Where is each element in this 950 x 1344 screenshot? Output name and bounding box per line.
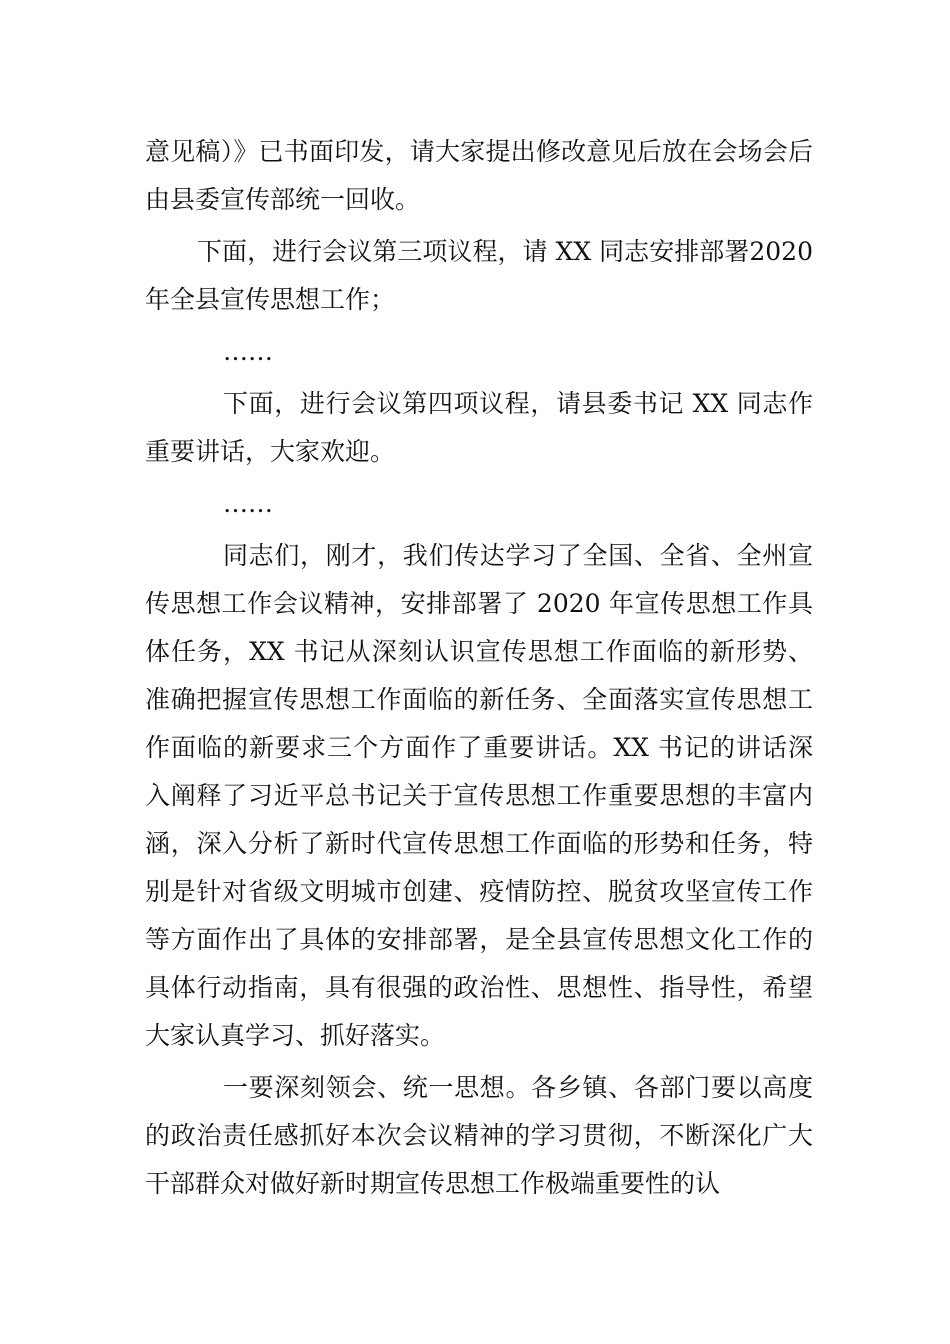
paragraph-continuation: 意见稿）》已书面印发，请大家提出修改意见后放在会场会后由县委宣传部统一回收。 xyxy=(145,137,813,214)
paragraph-agenda-item-three: 下面，进行会议第三项议程，请 XX 同志安排部署2020 年全县宣传思想工作； xyxy=(145,237,813,314)
document-body xyxy=(145,128,813,1208)
paragraph-ellipsis: …… xyxy=(223,337,273,366)
paragraph-summary: 同志们，刚才，我们传达学习了全国、全省、全州宣传思想工作会议精神，安排部署了 2020 年宣传思想工作具体任务，XX 书记从深刻认识宣传思想工作面临的新形势、准确把握宣传思想工作面临的新任务、全面落实宣传思想工作面临的新要求三个方面作了重要讲话。XX 书记的讲话深入阐释了习近平总书记关于宣传思想工作重要思想的丰富内涵，深入分析了新时代宣传思想工作面临的形势和任务，特别是针对省级文明城市创建、疫情防控、脱贫攻坚宣传工作等方面作出了具体的安排部署，是全县宣传思想文化工作的具体行动指南，具有很强的政治性、思想性、指导性，希望大家认真学习、抓好落实。 xyxy=(145,541,813,1050)
paragraph-requirement-one: 一要深刻领会、统一思想。各乡镇、各部门要以高度的政治责任感抓好本次会议精神的学习贯彻，不断深化广大干部群众对做好新时期宣传思想工作极端重要性的认 xyxy=(145,1073,813,1198)
paragraph-agenda-item-four: 下面，进行会议第四项议程，请县委书记 XX 同志作重要讲话，大家欢迎。 xyxy=(145,389,813,466)
paragraph-ellipsis: …… xyxy=(223,489,273,518)
